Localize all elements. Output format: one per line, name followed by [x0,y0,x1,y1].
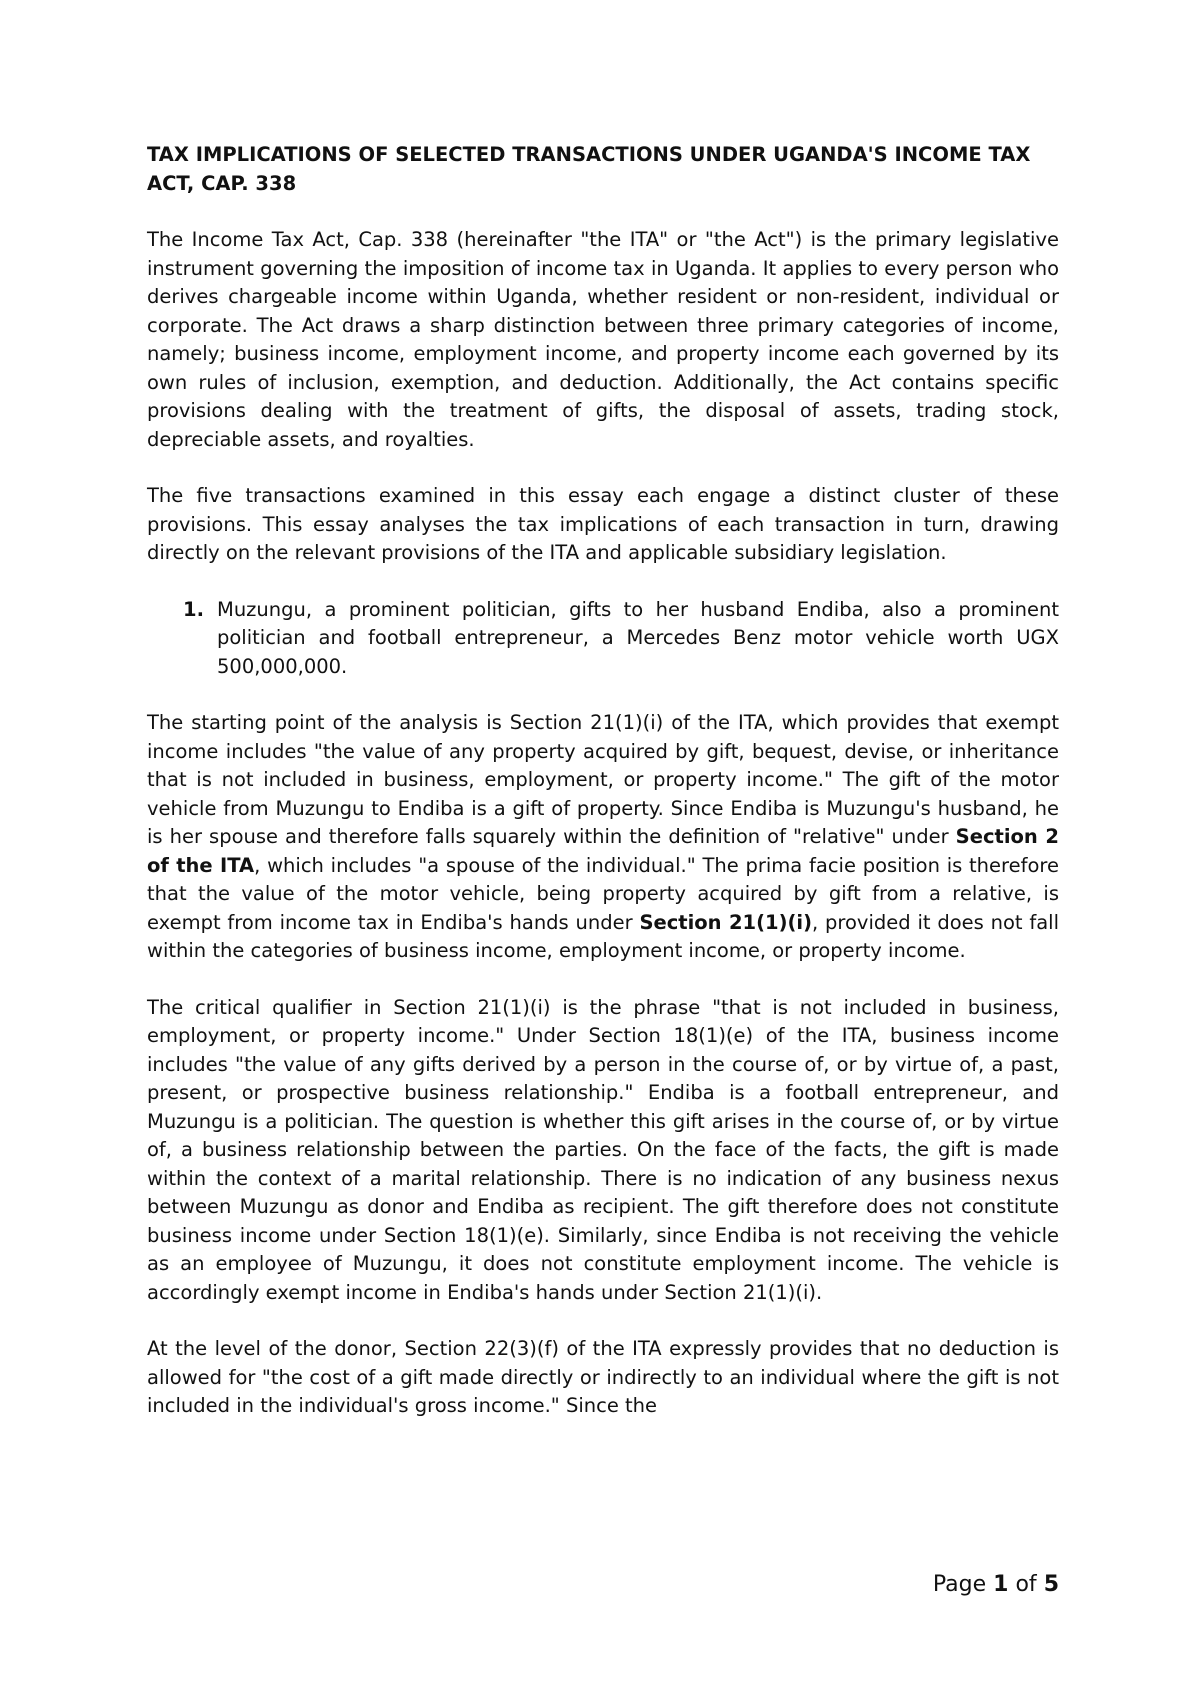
analysis-text-3: , provided it does not fall within the categories of business income, employment income, or property income. [147,910,1059,962]
intro-paragraph: The Income Tax Act, Cap. 338 (hereinafter "the ITA" or "the Act") is the primary legislative instrument governing the imposition of income tax in Uganda. It applies to every person who derives chargeable income within Uganda, whether resident or non-resident, individual or corporate. The Act draws a sharp distinction between three primary categories of income, namely; business income, employment income, and property income each governed by its own rules of inclusion, exemption, and deduction. Additionally, the Act contains specific provisions dealing with the treatment of gifts, the disposal of assets, trading stock, depreciable assets, and royalties. [147,228,1059,451]
scope-paragraph: The five transactions examined in this essay each engage a distinct cluster of these provisions. This essay analyses the tax implications of each transaction in turn, drawing directly on the relevant provisions of the ITA and applicable subsidiary legislation. [147,484,1059,564]
analysis-paragraph-3: At the level of the donor, Section 22(3)(f) of the ITA expressly provides that no deduction is allowed for "the cost of a gift made directly or indirectly to an individual where the gift is not included in the individual's gross income." Since the [147,1337,1059,1417]
total-pages: 5 [1043,1572,1059,1597]
page-number [933,1571,1059,1599]
page-word: Page [932,1572,987,1597]
current-page: 1 [993,1572,1009,1597]
list-item-number: 1. [183,597,204,621]
analysis-paragraph-1 [147,709,1059,966]
analysis-text-2: , which includes "a spouse of the individual." The prima facie position is therefore that the value of the motor vehicle, being property acquired by gift from a relative, is exempt from income tax in Endiba's hands under [147,853,1059,934]
list-item [183,596,1059,682]
section-21-reference: Section 21(1)(i) [639,910,813,934]
of-word: of [1015,1572,1037,1597]
section-2-reference: Section 2 of the ITA [147,825,1059,877]
list-item-text: Muzungu, a prominent politician, gifts to her husband Endiba, also a prominent politician and football entrepreneur, a Mercedes Benz motor vehicle worth UGX 500,000,000. [217,597,1059,678]
analysis-paragraph-2: The critical qualifier in Section 21(1)(i) is the phrase "that is not included in business, employment, or property income." Under Section 18(1)(e) of the ITA, business income includes "the value of any gifts derived by a person in the course of, or by virtue of, a past, present, or prospective business relationship." Endiba is a football entrepreneur, and Muzungu is a politician. The question is whether this gift arises in the course of, or by virtue of, a business relationship between the parties. On the face of the facts, the gift is made within the context of a marital relationship. There is no indication of any business nexus between Muzungu as donor and Endiba as recipient. The gift therefore does not constitute business income under Section 18(1)(e). Similarly, since Endiba is not receiving the vehicle as an employee of Muzungu, it does not constitute employment income. The vehicle is accordingly exempt income in Endiba's hands under Section 21(1)(i). [147,995,1059,1304]
transaction-list [147,596,1059,682]
document-page [147,141,1059,1449]
analysis-text-1: The starting point of the analysis is Section 21(1)(i) of the ITA, which provides that exempt income includes "the value of any property acquired by gift, bequest, devise, or inheritance that is not included in business, employment, or property income." The gift of the motor vehicle from Muzungu to Endiba is a gift of property. Since Endiba is Muzungu's husband, he is her spouse and therefore falls squarely within the definition of "relative" under [147,711,1059,848]
document-title: TAX IMPLICATIONS OF SELECTED TRANSACTIONS UNDER UGANDA'S INCOME TAX ACT, CAP. 338 [147,143,1031,195]
